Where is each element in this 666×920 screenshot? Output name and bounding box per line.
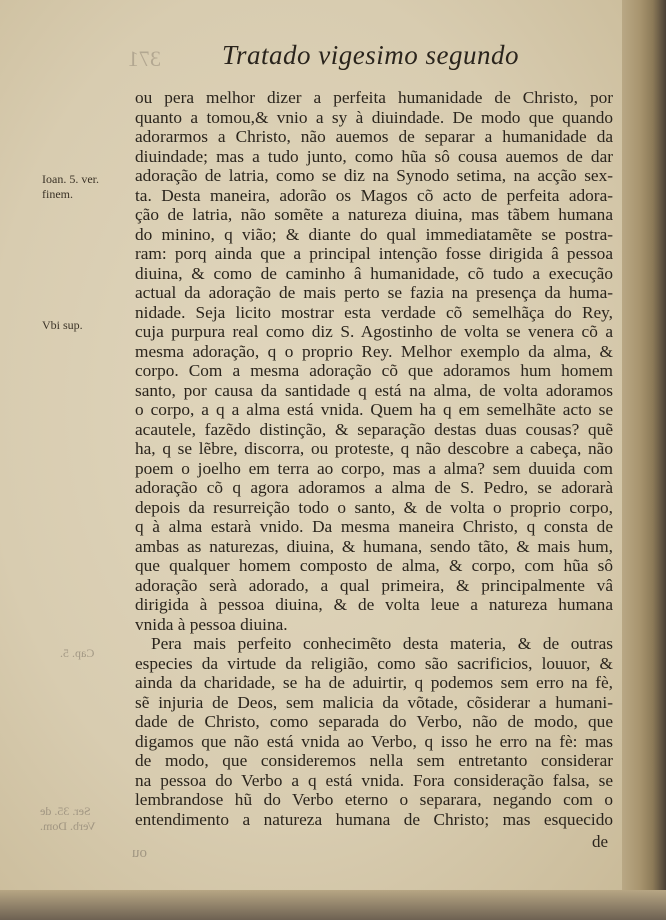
- text-line: adoração de latria, como se diz na Synodo setima, na acção sex-: [135, 166, 613, 185]
- text-line: ram: porq ainda que a principal intenção fosse dirigida â pessoa: [135, 244, 613, 263]
- text-line: entendimento a natureza humana de Christo; mas esquecido: [135, 809, 613, 829]
- text-line: ou pera melhor dizer a perfeita humanidade de Christo, por: [135, 88, 613, 107]
- text-line: digamos que não está vnida ao Verbo, q isso he erro na fè: mas: [135, 731, 613, 751]
- text-line: o corpo, a q a alma está vnida. Quem ha q em semelhãte acto se: [135, 400, 613, 419]
- page-number-showthrough: 371: [128, 46, 161, 71]
- showthrough-line: Verb. Dom.: [40, 819, 96, 833]
- text-line: adoração cõ q agora adoramos a alma de S. Pedro, se adorarà: [135, 478, 613, 497]
- text-line: quanto a tomou,& vnio a sy à diuindade. De modo que quando: [135, 107, 613, 127]
- margin-note-line: Ioan. 5. ver.: [42, 172, 99, 186]
- catchword: de: [592, 832, 609, 851]
- text-line: corpo. Com a mesma adoração cõ que adoramos hum homem: [135, 361, 613, 380]
- text-line: na pessoa do Verbo a q está vnida. Fora consideração falsa, se: [135, 770, 613, 790]
- showthrough-note-cap: Cap. 5.: [60, 646, 95, 660]
- text-line: diuindade; mas a tudo junto, como hũa sô cousa auemos de dar: [135, 146, 613, 166]
- text-line: de modo, que consideremos nella sem entretanto considerar: [135, 751, 613, 770]
- text-line: ção de latria, não somẽte a natureza diuina, mas tãbem humana: [135, 205, 613, 224]
- text-line: adoração serà adorado, a qual primeira, & principalmente vâ: [135, 575, 613, 595]
- text-line: Pera mais perfeito conhecimẽto desta materia, & de outras: [151, 634, 613, 653]
- showthrough-catchword: ou: [132, 845, 147, 861]
- body-text: [135, 88, 613, 829]
- text-line: vnida à pessoa diuina.: [135, 614, 288, 634]
- text-line: lembrandose hũ do Verbo eterno o separara, negando com o: [135, 790, 613, 809]
- text-line: especies da virtude da religião, como são sacrificios, louuor, &: [135, 653, 613, 673]
- text-line: ainda da charidade, se ha de aduirtir, q podemos sem erro na fè,: [135, 673, 613, 692]
- text-line: sẽ injuria de Deos, sem malicia da võtade, cõsiderar a humani-: [135, 692, 613, 712]
- margin-note-ioan: [42, 172, 99, 202]
- text-line: ha, q se lẽbre, discorra, ou proteste, q não descobre a cabeça, não: [135, 439, 613, 458]
- page-edge-fold: [622, 0, 666, 920]
- text-line: do minino, q vião; & diante do qual immediatamẽte se postra-: [135, 224, 613, 244]
- text-line: que qualquer homem composto de alma, & corpo, com hũa sô: [135, 556, 613, 575]
- text-line: q à alma estarà vnido. Da mesma maneira Christo, q consta de: [135, 517, 613, 536]
- page-bottom-shadow: [0, 890, 666, 920]
- margin-note-vbi-sup: Vbi sup.: [42, 318, 83, 332]
- text-line: dade de Christo, como separada do Verbo, não de modo, que: [135, 712, 613, 731]
- text-line: ta. Desta maneira, adorão os Magos cõ acto de perfeita adora-: [135, 185, 613, 205]
- text-line: dirigida à pessoa diuina, & de volta leue a natureza humana: [135, 595, 613, 614]
- showthrough-line: Ser. 35. de: [40, 804, 91, 818]
- showthrough-note-sermon: [40, 804, 96, 834]
- text-line: adorarmos a Christo, não auemos de separar a humanidade da: [135, 127, 613, 146]
- text-line: cuja purpura real como diz S. Agostinho de volta se venera cõ a: [135, 322, 613, 341]
- text-line: santo, por causa da santidade q está na alma, de volta adoramos: [135, 380, 613, 400]
- text-line: depois da resurreição todo o santo, & de volta o proprio corpo,: [135, 497, 613, 517]
- text-line: poem o joelho em terra ao corpo, mas a alma? sem duuida com: [135, 458, 613, 478]
- text-line: ambas as naturezas, diuina, & humana, sendo tãto, & mais hum,: [135, 536, 613, 556]
- text-line: acautele, fazẽdo distinção, & separação destas duas cousas? quẽ: [135, 419, 613, 439]
- text-line: diuina, & como de caminho â humanidade, cõ tudo a execução: [135, 263, 613, 283]
- text-line: actual da adoração de mais perto se fazia na presença da huma-: [135, 283, 613, 302]
- margin-note-line: finem.: [42, 187, 73, 201]
- text-line: mesma adoração, q o proprio Rey. Melhor exemplo da alma, &: [135, 341, 613, 361]
- running-title: Tratado vigesimo segundo: [222, 40, 520, 70]
- text-line: nidade. Seja licito mostrar esta verdade cõ semelhãça do Rey,: [135, 302, 613, 322]
